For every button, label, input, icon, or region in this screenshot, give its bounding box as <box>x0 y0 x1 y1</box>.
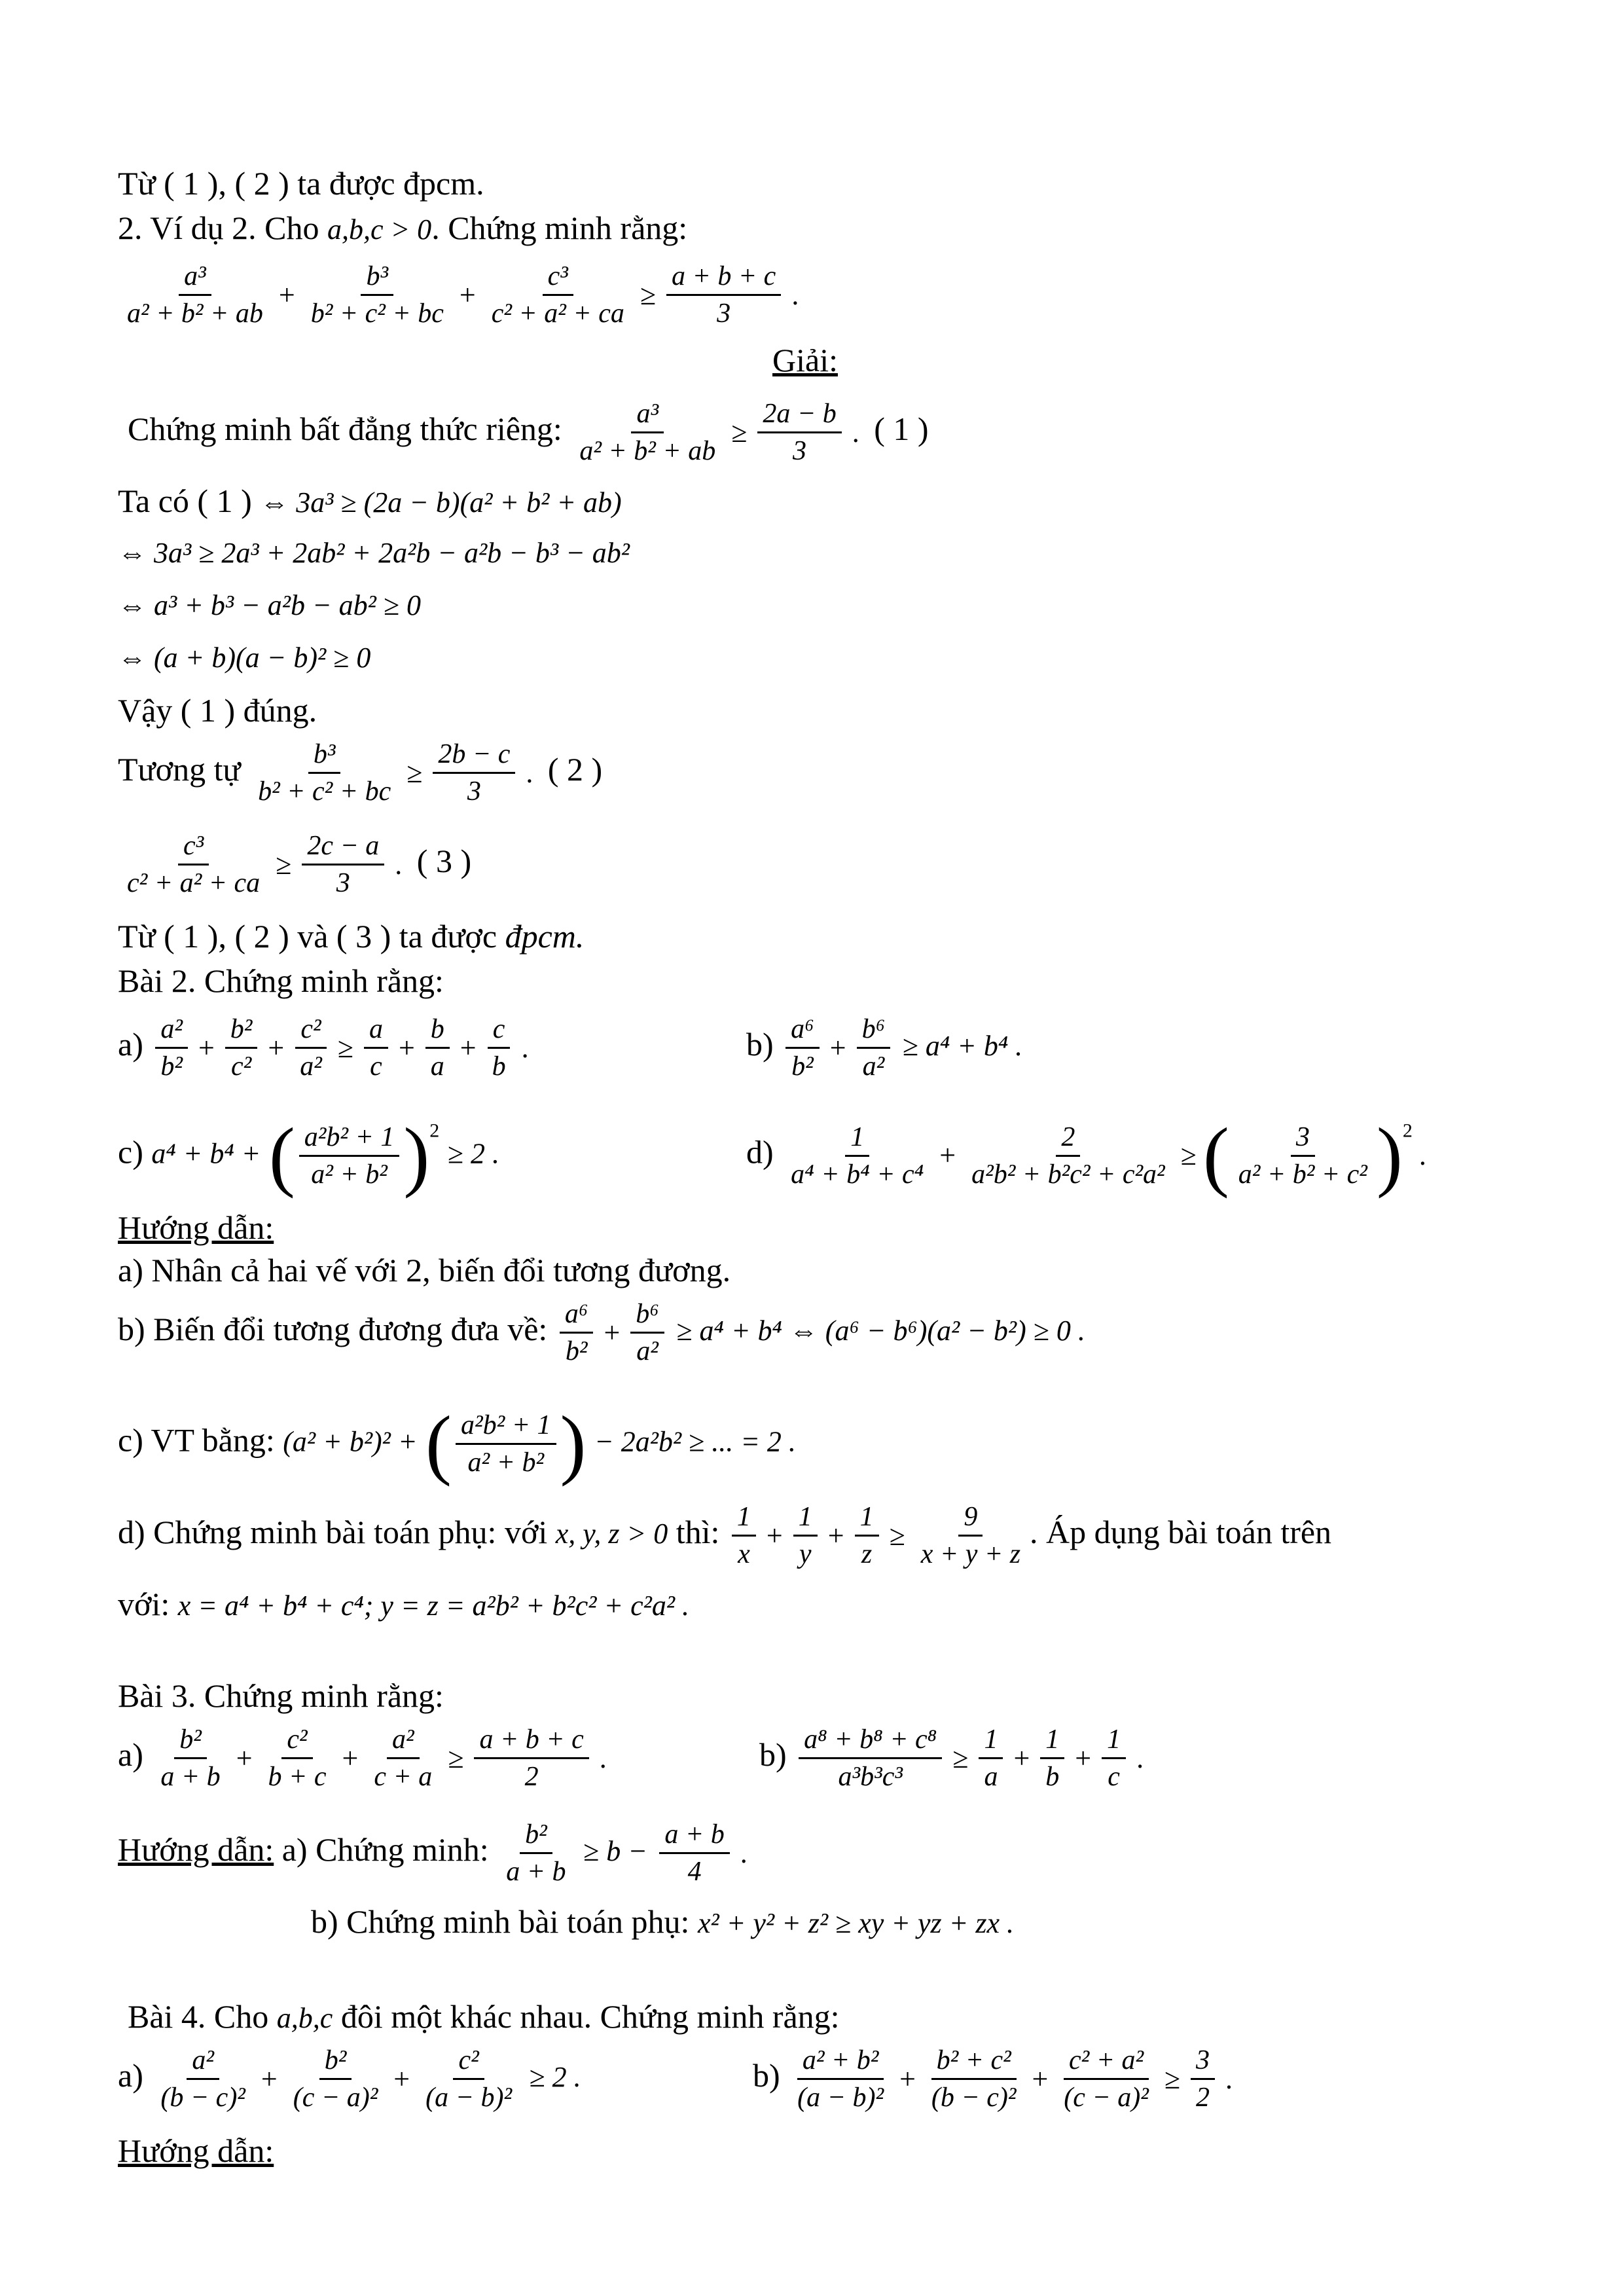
exercise-3b: b) $\frac{\text{a⁸ + b⁸ + c⁸}}{\text{a³b³c³}}$ ≥ $\frac{1}{a}$ + $\frac{1}{b}$ + $\frac{1}{c}$ . <box>759 1722 1150 1795</box>
text-line: Từ ( 1 ), ( 2 ) ta được đpcm. <box>118 165 484 202</box>
fraction: $\frac{2a - b}{3}$ <box>757 396 841 469</box>
hint-d: d) Chứng minh bài toán phụ: với x, y, z > 0 thì: $\frac{1}{x}$ + $\frac{1}{y}$ + $\frac{1}{z}$ ≥ $\frac{9}{x + y + z}$ . Áp dụng bài toán trên <box>118 1499 1331 1572</box>
hint-heading: Hướng dẫn: <box>118 1209 274 1246</box>
math-line: ⇔ (a + b)(a − b)² ≥ 0 <box>118 642 371 674</box>
text-line: Từ ( 1 ), ( 2 ) và ( 3 ) ta được đpcm. <box>118 918 585 955</box>
hint-b: b) Biến đổi tương đương đưa về: $\frac{\text{a⁶}}{\text{b²}}$ + $\frac{\text{b⁶}}{\text{a²}}$ ≥ a⁴ + b⁴ ⇔ (a⁶ − b⁶)(a² − b²) ≥ 0 . <box>118 1296 1085 1369</box>
example-heading <box>118 208 687 249</box>
text-line: Vậy ( 1 ) đúng. <box>118 692 317 729</box>
hint-d-cont: với: x = a⁴ + b⁴ + c⁴; y = z = a²b² + b²c² + c²a² . <box>118 1586 690 1622</box>
equation-tag: ( 2 ) <box>547 750 603 788</box>
similar-line: Tương tự $\frac{\text{b³}}{\text{b² + c² + bc}}$ ≥ $\frac{2b - c}{3}$ . ( 2 ) <box>118 737 602 809</box>
fraction: $\frac{2b - c}{3}$ <box>433 737 515 809</box>
solution-heading: Giải: <box>772 342 838 378</box>
lemma-line: Chứng minh bất đẳng thức riêng: $\frac{\text{a³}}{\text{a² + b² + ab}}$ ≥ $\frac{2a - b}{3}$ . ( 1 ) <box>128 396 929 469</box>
text: . Chứng minh rằng: <box>431 210 688 246</box>
hint-c: c) VT bằng: (a² + b²)² + ( $\frac{\text{a²b² + 1}}{\text{a² + b²}}$ ) − 2a²b² ≥ ... = 2 . <box>118 1400 796 1487</box>
hint-3b: b) Chứng minh bài toán phụ: x² + y² + z² ≥ xy + yz + zx . <box>311 1903 1014 1940</box>
fraction: $\frac{\text{b³}}{\text{b² + c² + bc}}$ <box>306 259 449 331</box>
hint-3a: Hướng dẫn: a) Chứng minh: $\frac{\text{b²}}{a + b}$ ≥ b − $\frac{a + b}{4}$ . <box>118 1817 754 1889</box>
fraction: $\frac{2c - a}{3}$ <box>302 828 384 901</box>
exercise-heading: Bài 2. Chứng minh rằng: <box>118 962 444 999</box>
equation-tag: ( 1 ) <box>874 410 929 447</box>
math-vars: a,b,c > 0 <box>327 213 432 246</box>
exercise-3a: a) $\frac{\text{b²}}{a + b}$ + $\frac{\text{c²}}{b + c}$ + $\frac{\text{a²}}{c + a}$ ≥ $\frac{a + b + c}{2}$ . <box>118 1722 613 1795</box>
exercise-4b: b) $\frac{\text{a² + b²}}{\text{(a − b)²}}$ + $\frac{\text{b² + c²}}{\text{(b − c)²}}$ + $\frac{\text{c² + a²}}{\text{(c − a)²}}$ ≥ $\frac{3}{2}$ . <box>753 2043 1239 2115</box>
math-line: ⇔ a³ + b³ − a²b − ab² ≥ 0 <box>118 589 421 621</box>
exercise-heading: Bài 4. Cho a,b,c đôi một khác nhau. Chứng minh rằng: <box>128 1998 840 2035</box>
hint-a: a) Nhân cả hai vế với 2, biến đổi tương đương. <box>118 1252 731 1288</box>
fraction: $\frac{\text{c³}}{\text{c² + a² + ca}}$ <box>122 828 265 901</box>
fraction: $\frac{a + b + c}{3}$ <box>666 259 781 331</box>
exercise-4a: a) $\frac{\text{a²}}{\text{(b − c)²}}$ + $\frac{\text{b²}}{\text{(c − a)²}}$ + $\frac{\text{c²}}{\text{(a − b)²}}$ ≥ 2 . <box>118 2043 581 2115</box>
exercise-2a: a) $\frac{\text{a²}}{\text{b²}}$ + $\frac{\text{b²}}{\text{c²}}$ + $\frac{\text{c²}}{\text{a²}}$ ≥ $\frac{a}{c}$ + $\frac{b}{a}$ + $\frac{c}{b}$ . <box>118 1011 535 1084</box>
fraction: $\frac{\text{c³}}{\text{c² + a² + ca}}$ <box>486 259 630 331</box>
exercise-heading: Bài 3. Chứng minh rằng: <box>118 1677 444 1714</box>
equation-tag: ( 3 ) <box>416 842 472 879</box>
main-inequality: $\frac{\text{a³}}{\text{a² + b² + ab}}$ + $\frac{\text{b³}}{\text{b² + c² + bc}}$ + $\frac{\text{c³}}{\text{c² + a² + ca}}$ ≥ $\frac{a + b + c}{3}$ . <box>118 259 805 331</box>
similar-line: $\frac{\text{c³}}{\text{c² + a² + ca}}$ ≥ $\frac{2c - a}{3}$ . ( 3 ) <box>118 828 471 901</box>
fraction: $\frac{\text{a³}}{\text{a² + b² + ab}}$ <box>574 396 721 469</box>
text: 2. Ví dụ 2. Cho <box>118 210 319 246</box>
text-line: Ta có ( 1 ) ⇔ 3a³ ≥ (2a − b)(a² + b² + ab) <box>118 483 622 519</box>
math-line: ⇔ 3a³ ≥ 2a³ + 2ab² + 2a²b − a²b − b³ − ab² <box>118 537 630 569</box>
exercise-2d: d) $\frac{1}{\text{a⁴ + b⁴ + c⁴}}$ + $\frac{2}{\text{a²b² + b²c² + c²a²}}$ ≥( $\frac{3}{\text{a² + b² + c²}}$ )$^2$. <box>746 1112 1426 1199</box>
exercise-2c: c) a⁴ + b⁴ + ( $\frac{\text{a²b² + 1}}{\text{a² + b²}}$ )$^2$ ≥ 2 . <box>118 1112 499 1199</box>
fraction: $\frac{\text{b³}}{\text{b² + c² + bc}}$ <box>253 737 396 809</box>
fraction: $\frac{\text{a³}}{\text{a² + b² + ab}}$ <box>122 259 268 331</box>
exercise-2b: b) $\frac{\text{a⁶}}{\text{b²}}$ + $\frac{\text{b⁶}}{\text{a²}}$ ≥ a⁴ + b⁴ . <box>746 1011 1022 1084</box>
hint-heading: Hướng dẫn: <box>118 2132 274 2169</box>
